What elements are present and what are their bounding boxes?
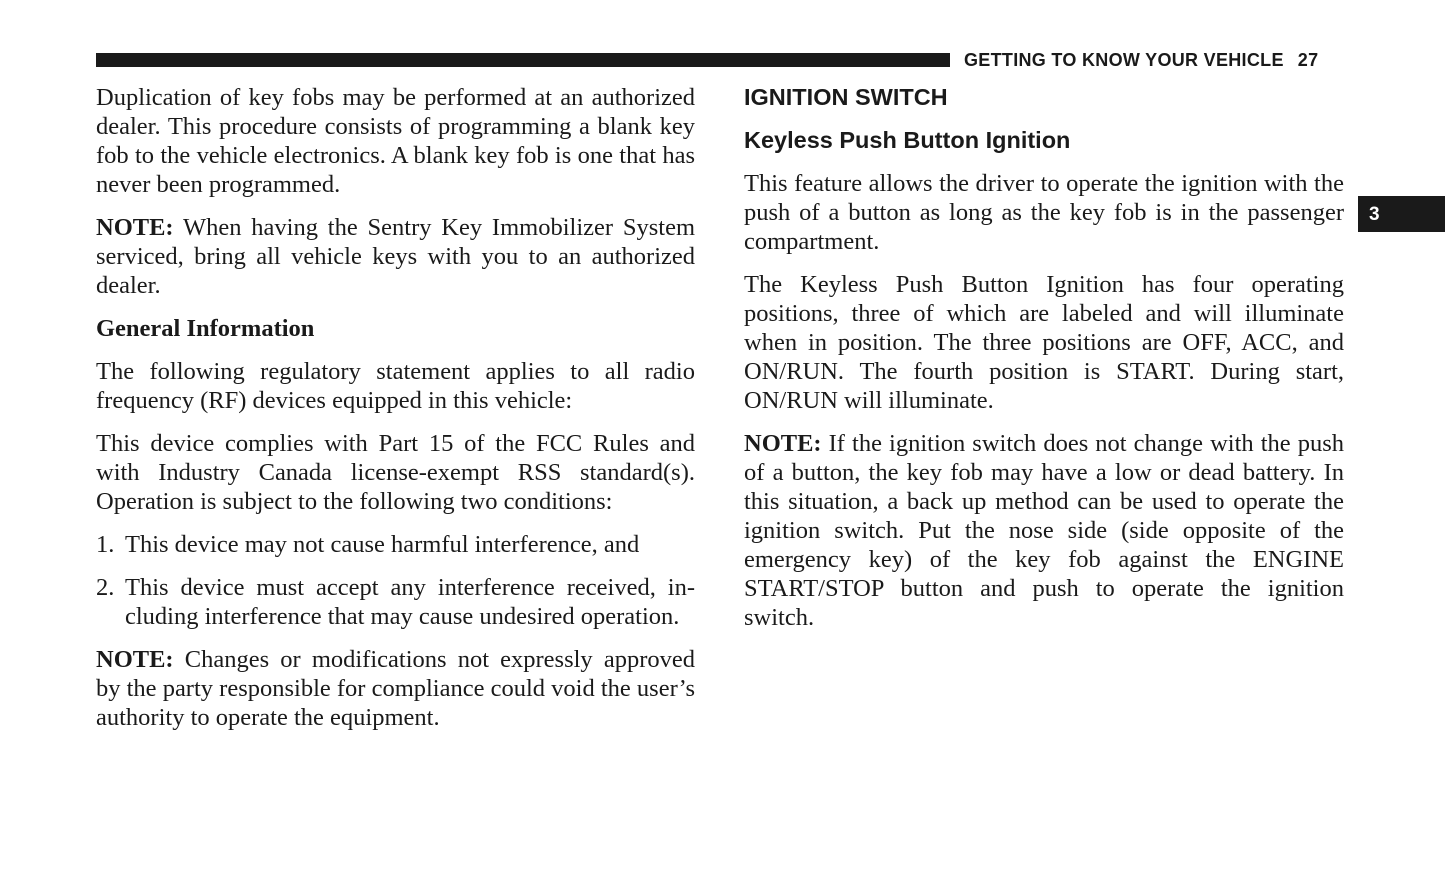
chapter-tab: 3 — [1358, 196, 1445, 232]
list-item — [96, 573, 695, 631]
operating-positions-paragraph: The Keyless Push Button Ignition has four operating positions, three of which are labeled and will illuminate when in position. The three positions are OFF, ACC, and ON/RUN. The fourth position is START. During start, ON/RUN will illuminate. — [744, 271, 1344, 414]
modifications-note — [96, 645, 695, 732]
list-item-number: 1. — [96, 531, 115, 558]
note-text: When having the Sentry Key Immobilizer System serviced, bring all vehicle keys with you to an authorized dealer. — [96, 214, 695, 299]
general-information-heading: General Information — [96, 315, 315, 342]
note-label: NOTE: — [96, 646, 174, 673]
list-item-text: This device must accept any interference received, including interference that may cause undesired operation. — [125, 574, 695, 630]
list-item-number: 2. — [96, 574, 115, 601]
list-item — [96, 530, 695, 559]
key-fob-duplication-paragraph: Duplication of key fobs may be performed at an authorized dealer. This procedure consists of programming a blank key fob to the vehicle electronics. A blank key fob is one that has never been programmed. — [96, 84, 695, 198]
note-text: If the ignition switch does not change with the push of a button, the key fob may have a low or dead battery. In this situation, a back up method can be used to operate the ignition switch. Put the nose side (side opposite of the emergency key) of the key fob against the ENGINE START/STOP button and push to operate the ignition switch. — [744, 430, 1344, 631]
page-number: 27 — [1297, 50, 1319, 70]
regulatory-statement-paragraph: The following regulatory statement applies to all radio frequency (RF) devices equipped in this vehicle: — [96, 358, 695, 414]
list-item-text: This device may not cause harmful interference, and — [125, 531, 640, 558]
sentry-key-note — [96, 213, 695, 300]
ignition-switch-heading: IGNITION SWITCH — [744, 84, 948, 110]
feature-description-paragraph: This feature allows the driver to operate the ignition with the push of a button as long as the key fob is in the passenger compartment. — [744, 170, 1344, 255]
note-label: NOTE: — [744, 430, 822, 457]
note-text: Changes or modifications not expressly approved by the party responsible for compliance could void the user’s authority to operate the equipment. — [96, 646, 695, 731]
section-title: GETTING TO KNOW YOUR VEHICLE — [964, 50, 1284, 70]
right-column — [744, 83, 1344, 646]
fcc-compliance-paragraph: This device complies with Part 15 of the FCC Rules and with Industry Canada license-exempt RSS standard(s). Operation is subject to the following two conditions: — [96, 430, 695, 515]
keyless-push-button-heading: Keyless Push Button Ignition — [744, 127, 1071, 153]
header-rule — [96, 53, 950, 67]
note-label: NOTE: — [96, 214, 174, 241]
running-header — [964, 50, 1318, 71]
ignition-switch-note — [744, 429, 1344, 632]
left-column — [96, 83, 695, 746]
conditions-list — [96, 530, 695, 631]
